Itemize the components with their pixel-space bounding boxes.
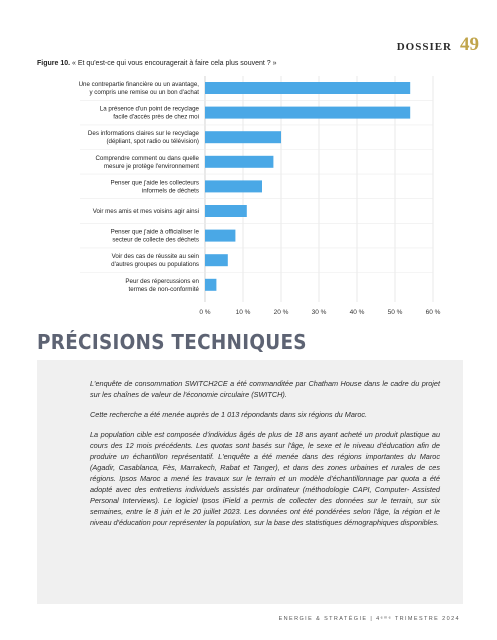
bar <box>205 156 273 168</box>
bar <box>205 82 410 94</box>
page-footer: ENERGIE & STRATÉGIE | 4ᵉᵐᵉ TRIMESTRE 2024 <box>278 616 460 622</box>
x-tick-label: 10 % <box>235 309 251 316</box>
section-title: PRÉCISIONS TECHNIQUES <box>37 330 307 354</box>
category-label: Penser que j'aide à officialiser le secteur de collecte des déchets <box>110 228 199 244</box>
paragraph-3: La population cible est composée d'individus âgés de plus de 18 ans ayant acheté un produit plastique au cours des 12 mois précédents. Les quotas sont basés sur l'âge, le sexe et le niveau d'éducation afin de produire un échantillon représentatif. L'enquête a été menée dans des régions importantes du Maroc (Agadir, Casablanca, Fès, Marrakech, Rabat et Tanger), et dans des zones urbaines et rurales de ces régions. Ipsos Maroc a mené les travaux sur le terrain et un modèle d'échantillonnage par quota a été adopté avec des entretiens individuels assistés par ordinateur (méthodologie CAPI, Computer- Assisted Personal Interviews). Le logiciel Ipsos iField a permis de collecter des données sur le terrain, sur six semaines, entre le 8 juin et le 20 juillet 2023. Les données ont été pondérées selon l'âge, la région et le niveau d'éducation pour représenter la population, sur la base des statistiques démographiques disponibles. <box>90 430 440 527</box>
bar <box>205 131 281 143</box>
category-label: Une contrepartie financière ou un avantage, y compris une remise ou un bon d'achat <box>78 81 199 96</box>
category-label: La présence d'un point de recyclage facile d'accès près de chez moi <box>99 105 199 121</box>
paragraph-1: L'enquête de consommation SWITCH2CE a été commanditée par Chatham House dans le cadre du projet sur les chaînes de valeur de l'économie circulaire (SWITCH). <box>90 379 440 399</box>
bar <box>205 180 262 192</box>
category-label: Voir mes amis et mes voisins agir ainsi <box>92 208 199 215</box>
bar <box>205 107 410 119</box>
technical-details-panel <box>37 360 463 604</box>
x-tick-label: 20 % <box>273 309 289 316</box>
bar <box>205 230 235 242</box>
technical-details-text <box>90 378 440 537</box>
category-label: Comprendre comment ou dans quelle mesure je protège l'environnement <box>95 154 199 170</box>
category-label: Des informations claires sur le recyclage (dépliant, spot radio ou télévision) <box>87 130 199 146</box>
x-tick-label: 30 % <box>311 309 327 316</box>
x-tick-label: 50 % <box>387 309 403 316</box>
category-label: Voir des cas de réussite au sein d'autres groupes ou populations <box>111 253 199 269</box>
bar <box>205 205 247 217</box>
bar <box>205 279 216 291</box>
figure-question: « Et qu'est-ce qui vous encouragerait à faire cela plus souvent ? » <box>72 60 277 67</box>
category-label: Peur des répercussions en termes de non-conformité <box>125 277 199 293</box>
paragraph-2: Cette recherche a été menée auprès de 1 013 répondants dans six régions du Maroc. <box>90 410 368 419</box>
category-label: Penser que j'aide les collecteurs informels de déchets <box>110 179 199 195</box>
page-number: 49 <box>460 34 479 55</box>
bar <box>205 254 228 266</box>
section-name: DOSSIER <box>396 41 452 53</box>
x-tick-label: 60 % <box>425 309 441 316</box>
figure-label: Figure 10. <box>37 60 71 67</box>
x-tick-label: 40 % <box>349 309 365 316</box>
x-tick-label: 0 % <box>199 309 211 316</box>
